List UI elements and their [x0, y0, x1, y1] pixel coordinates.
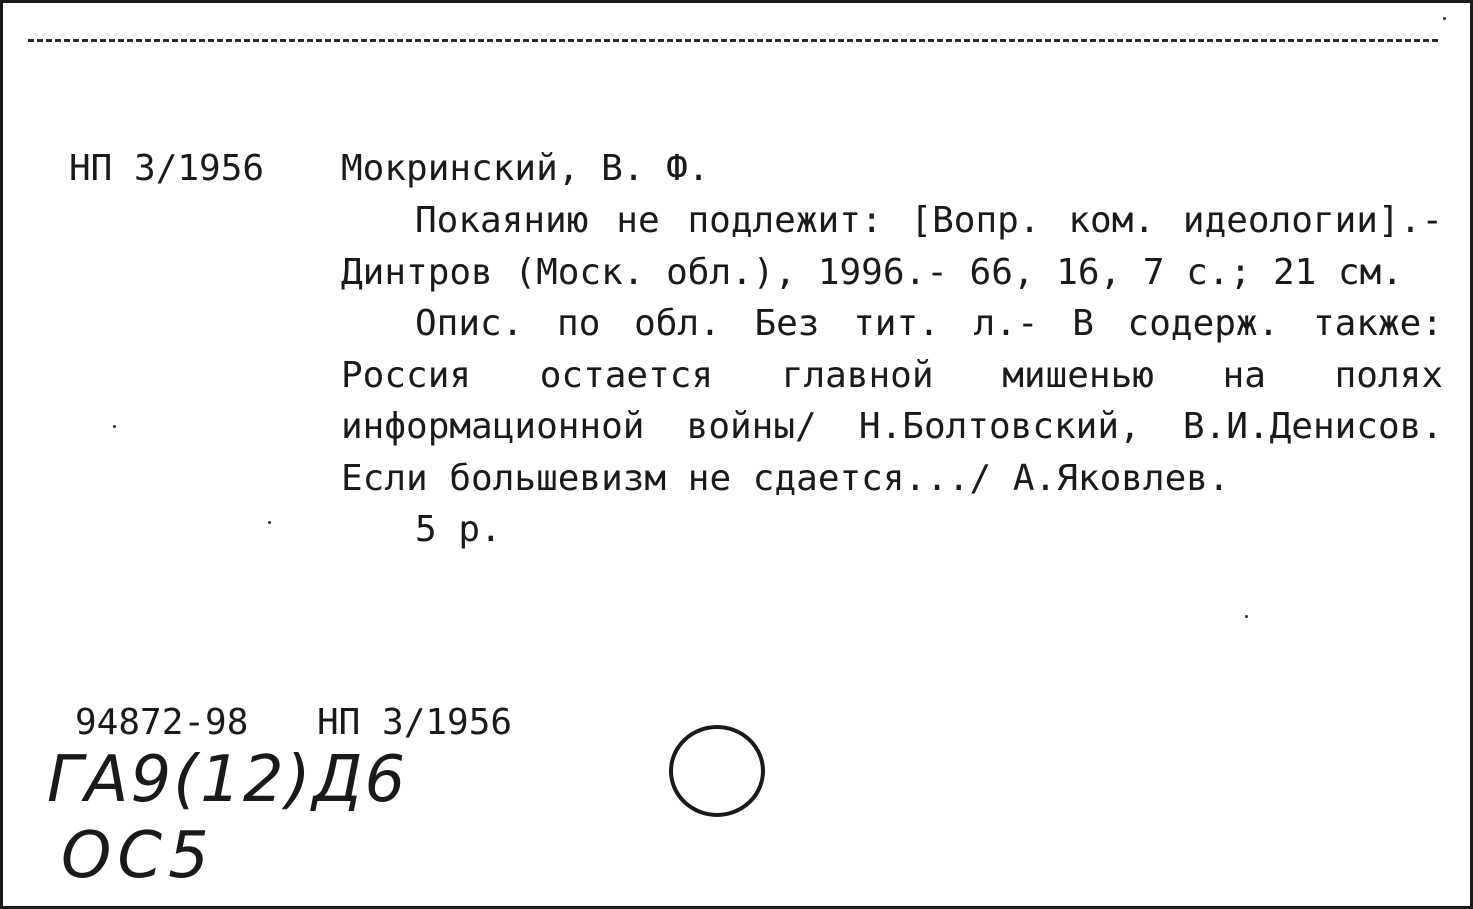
shelf-mark: НП 3/1956 [69, 148, 265, 189]
title-paragraph: Покаянию не подлежит: [Вопр. ком. идеологии].- Динтров (Моск. обл.), 1996.- 66, 16, 7 с.; 21 см. [341, 200, 1443, 293]
speck [268, 521, 271, 524]
handwritten-note: ОС5 [61, 819, 215, 893]
circle-stamp-icon [665, 719, 775, 819]
speck [1443, 17, 1446, 20]
speck [1245, 615, 1248, 618]
notes-paragraph: Опис. по обл. Без тит. л.- В содерж. также: Россия остается главной мишенью на полях информационной войны/ Н.Болтовский, В.И.Денисов. Если большевизм не сдается.../ А.Яковлев. [341, 303, 1443, 499]
handwritten-classification: ГА9(12)Д6 [47, 743, 408, 817]
author-heading: Мокринский, В. Ф. [341, 148, 710, 189]
shelf-mark-repeat: НП 3/1956 [317, 702, 513, 743]
description-block [341, 195, 1443, 556]
top-divider [28, 39, 1438, 42]
speck [113, 425, 116, 428]
accession-number: 94872-98 [75, 702, 249, 743]
price-paragraph: 5 р. [415, 509, 502, 550]
